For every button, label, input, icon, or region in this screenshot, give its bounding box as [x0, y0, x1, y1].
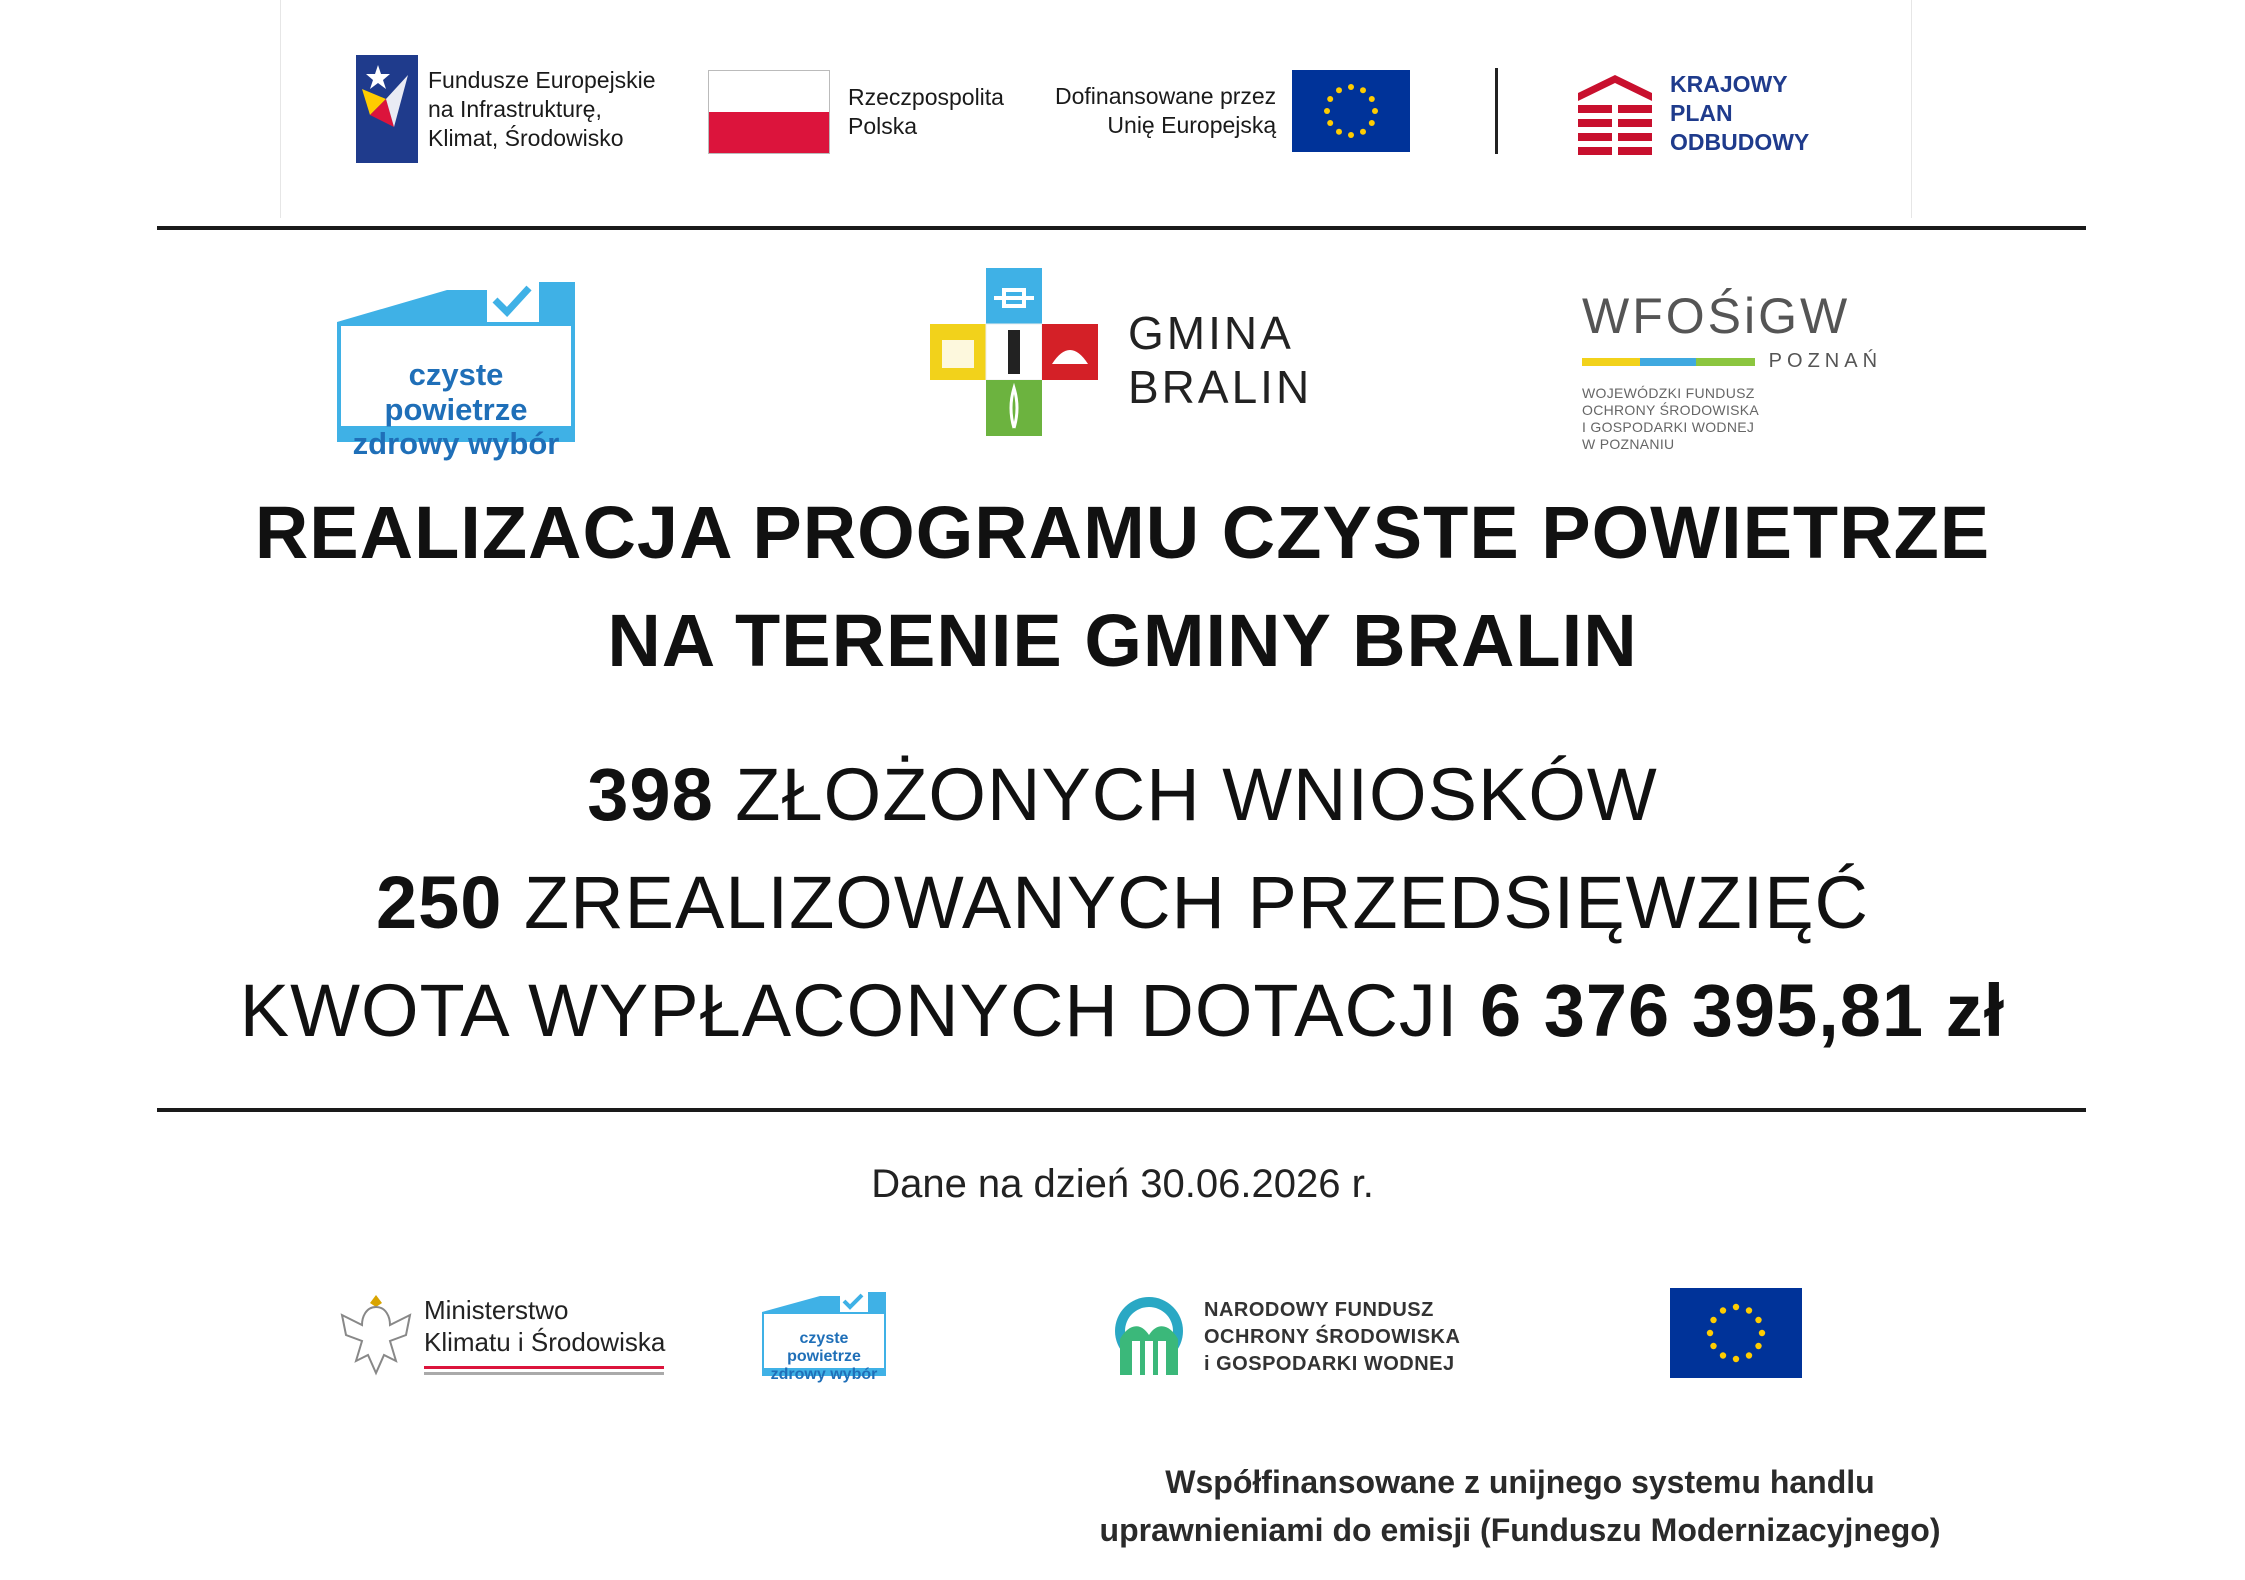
rp-logo: [708, 70, 1004, 154]
eu-star-icon: [1759, 1330, 1765, 1336]
stat-projects-value: 250: [375, 861, 503, 944]
eu-star-icon: [1746, 1307, 1752, 1313]
eu-flag-bottom-icon: [1670, 1288, 1802, 1378]
eu-star-icon: [1360, 129, 1366, 135]
kpo-label: KRAJOWY PLAN ODBUDOWY: [1670, 71, 1810, 155]
eu-star-icon: [1360, 87, 1366, 93]
top-logo-strip: [280, 0, 1912, 218]
nfos-emblem-icon: [1110, 1295, 1188, 1379]
eu-cofunded-logo: [1055, 70, 1410, 152]
wfos-desc: WOJEWÓDZKI FUNDUSZ OCHRONY ŚRODOWISKA I GOSPODARKI WODNEJ W POZNANIU: [1582, 385, 1760, 452]
gmina-bralin-text: GMINA BRALIN: [1128, 307, 1313, 413]
eu-star-icon: [1733, 1356, 1739, 1362]
eu-star-icon: [1710, 1343, 1716, 1349]
czyste-powietrze-small-logo: [762, 1292, 886, 1383]
fe-label: Fundusze Europejskie na Infrastrukturę, Klimat, Środowisko: [428, 66, 656, 151]
eu-star-icon: [1348, 84, 1354, 90]
headline-line-2: NA TERENIE GMINY BRALIN: [607, 599, 1638, 682]
gmina-bralin-logo: [930, 268, 1313, 438]
stat-grants: [0, 968, 2245, 1053]
eu-star-icon: [1755, 1317, 1761, 1323]
bottom-rule: [157, 1108, 2086, 1112]
eu-star-icon: [1336, 129, 1342, 135]
czyste-powietrze-small-text: czyste powietrze zdrowy wybór: [770, 1330, 878, 1383]
eu-star-icon: [1755, 1343, 1761, 1349]
eu-star-icon: [1707, 1330, 1713, 1336]
fe-emblem-icon: [356, 55, 418, 163]
kpo-logo: [1576, 70, 1809, 157]
eu-star-icon: [1369, 96, 1375, 102]
wfos-title: WFOŚiGW: [1582, 288, 1851, 344]
date-note: Dane na dzień 30.06.2026 r.: [871, 1162, 1374, 1206]
eu-star-icon: [1348, 132, 1354, 138]
polish-flag-icon: [708, 70, 830, 154]
wfosigw-logo: [1582, 290, 1882, 465]
eu-star-icon: [1327, 120, 1333, 126]
ministry-red-underline: [424, 1366, 664, 1369]
eu-star-icon: [1327, 96, 1333, 102]
ministry-logo: [336, 1288, 676, 1380]
eu-star-icon: [1746, 1352, 1752, 1358]
eu-star-icon: [1372, 108, 1378, 114]
nfos-label: NARODOWY FUNDUSZ OCHRONY ŚRODOWISKA i GOSPODARKI WODNEJ: [1204, 1298, 1461, 1375]
stat-applications-value: 398: [587, 753, 714, 836]
logo-divider: [1495, 68, 1498, 154]
top-rule: [157, 226, 2086, 230]
eu-star-icon: [1369, 120, 1375, 126]
eu-star-icon: [1336, 87, 1342, 93]
stat-applications: [0, 752, 2245, 837]
czyste-powietrze-text: czyste powietrze zdrowy wybór: [352, 357, 560, 462]
fe-logo: [356, 55, 656, 163]
eu-star-icon: [1720, 1307, 1726, 1313]
rp-label: Rzeczpospolita Polska: [848, 84, 1004, 139]
eu-star-icon: [1710, 1317, 1716, 1323]
ministry-label: Ministerstwo Klimatu i Środowiska: [424, 1294, 665, 1375]
kpo-emblem-icon: [1576, 73, 1654, 155]
stat-grants-label: KWOTA WYPŁACONYCH DOTACJI: [239, 969, 1481, 1052]
stat-grants-value: 6 376 395,81 zł: [1480, 969, 2006, 1052]
headline-line-1: REALIZACJA PROGRAMU CZYSTE POWIETRZE: [254, 491, 1991, 574]
wfos-bar: [1582, 350, 1882, 373]
eagle-icon: [336, 1289, 416, 1379]
gmina-coat-of-arms-icon: [930, 268, 1100, 438]
ministry-grey-underline: [424, 1372, 664, 1375]
eu-star-icon: [1720, 1352, 1726, 1358]
eu-star-icon: [1733, 1304, 1739, 1310]
eu-star-icon: [1324, 108, 1330, 114]
eu-label: Dofinansowane przez Unię Europejską: [1055, 83, 1277, 138]
czyste-powietrze-logo: [337, 282, 575, 462]
wfos-city: POZNAŃ: [1768, 350, 1883, 372]
stat-applications-label: ZŁOŻONYCH WNIOSKÓW: [713, 753, 1658, 836]
nfosigw-logo: [1110, 1292, 1470, 1382]
stat-projects: [0, 860, 2245, 945]
stat-projects-label: ZREALIZOWANYCH PRZEDSIĘWZIĘĆ: [502, 861, 1870, 944]
eu-flag-icon: [1292, 70, 1410, 152]
footer-note: Współfinansowane z unijnego systemu handlu uprawnieniami do emisji (Funduszu Modernizacyjnego): [1099, 1464, 1941, 1548]
